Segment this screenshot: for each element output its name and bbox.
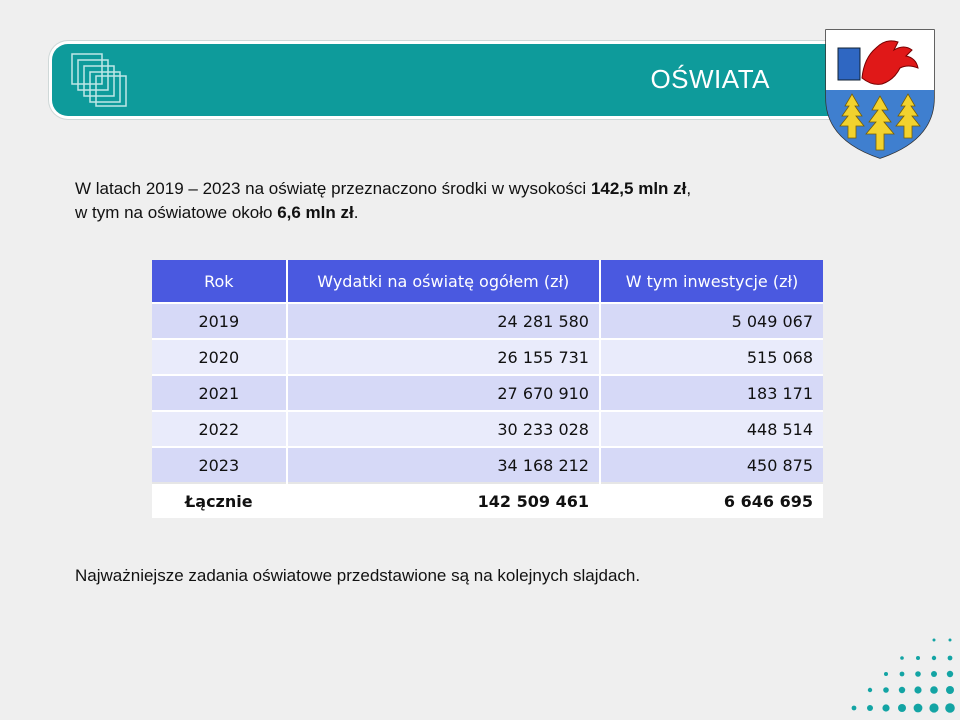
header-investments: W tym inwestycje (zł) (600, 260, 823, 303)
cell-investments: 183 171 (600, 375, 823, 411)
cell-year: 2019 (152, 303, 287, 339)
header-year: Rok (152, 260, 287, 303)
cell-year: 2020 (152, 339, 287, 375)
cell-year: 2023 (152, 447, 287, 483)
intro-text (75, 177, 835, 225)
squares-icon (70, 52, 130, 110)
coat-of-arms (824, 28, 936, 160)
table-row (152, 411, 823, 447)
cell-year: 2021 (152, 375, 287, 411)
cell-total-expenses: 24 281 580 (287, 303, 600, 339)
intro-line2-prefix: w tym na oświatowe około (75, 203, 278, 222)
intro-line1-prefix: W latach 2019 – 2023 na oświatę przeznaczono środki w wysokości (75, 179, 591, 198)
intro-line1-suffix: , (686, 179, 692, 198)
cell-total-expenses: 34 168 212 (287, 447, 600, 483)
cell-total-expenses-sum: 142 509 461 (287, 483, 600, 518)
table-row (152, 375, 823, 411)
cell-investments: 450 875 (600, 447, 823, 483)
intro-line2-suffix: . (353, 203, 359, 222)
dots-decoration (840, 630, 960, 720)
expenses-table (152, 260, 823, 518)
header-total-expenses: Wydatki na oświatę ogółem (zł) (287, 260, 600, 303)
cell-total-label: Łącznie (152, 483, 287, 518)
cell-investments-sum: 6 646 695 (600, 483, 823, 518)
table-row (152, 447, 823, 483)
cell-investments: 448 514 (600, 411, 823, 447)
footer-note: Najważniejsze zadania oświatowe przedstawione są na kolejnych slajdach. (75, 566, 641, 585)
table-total-row (152, 483, 823, 518)
table-row (152, 303, 823, 339)
intro-investment-amount: 6,6 mln zł (277, 203, 354, 222)
title-banner (52, 44, 872, 116)
cell-total-expenses: 27 670 910 (287, 375, 600, 411)
table-header-row (152, 260, 823, 303)
cell-total-expenses: 26 155 731 (287, 339, 600, 375)
intro-total-amount: 142,5 mln zł (590, 179, 687, 198)
cell-year: 2022 (152, 411, 287, 447)
cell-investments: 515 068 (600, 339, 823, 375)
cell-investments: 5 049 067 (600, 303, 823, 339)
table-row (152, 339, 823, 375)
cell-total-expenses: 30 233 028 (287, 411, 600, 447)
page-title: OŚWIATA (650, 64, 770, 94)
